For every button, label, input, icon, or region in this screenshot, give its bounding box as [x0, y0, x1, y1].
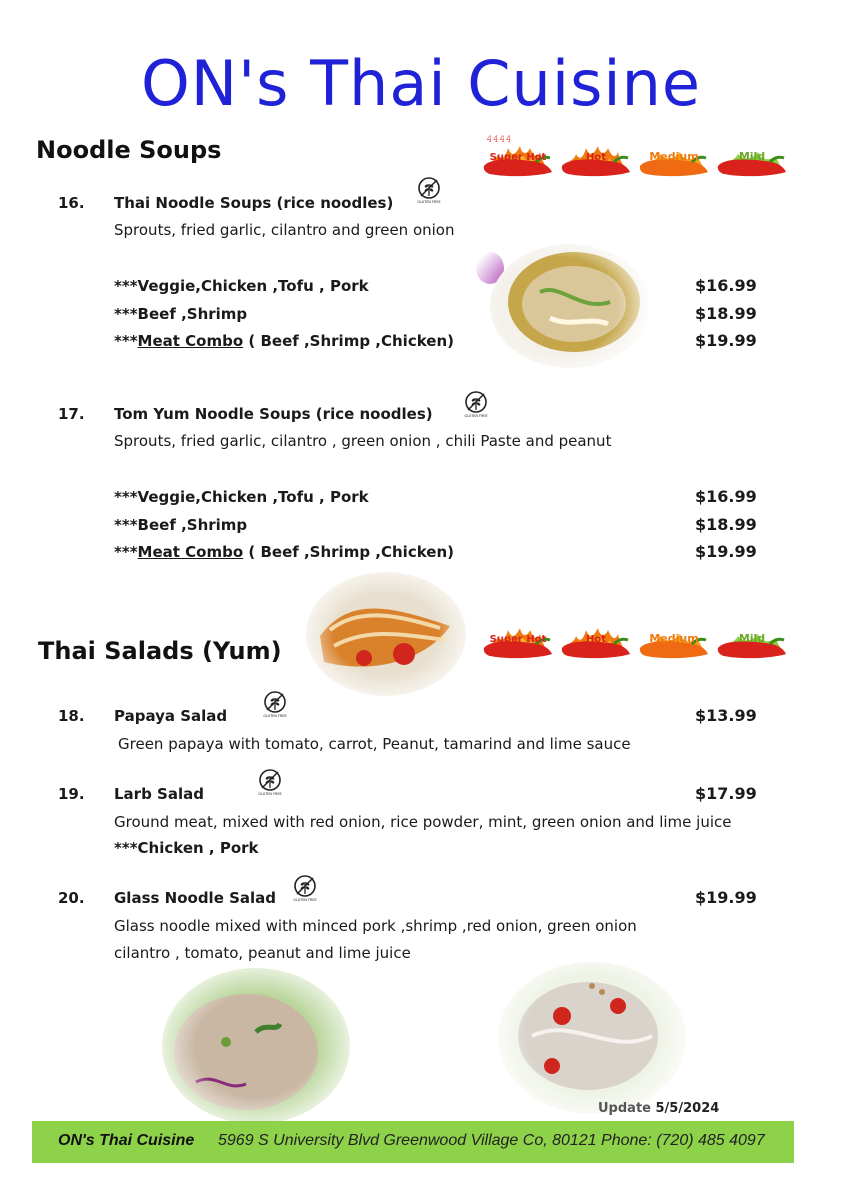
price: $19.99	[695, 542, 757, 561]
noodle-soup-photo	[470, 232, 648, 380]
glass-noodle-salad-photo	[492, 946, 692, 1122]
price: $16.99	[695, 487, 757, 506]
larb-salad-photo	[156, 962, 356, 1130]
spice-label-medium: Medium	[649, 150, 699, 163]
mild-pepper-icon	[714, 610, 790, 670]
item-description: Sprouts, fried garlic, cilantro and green onion	[114, 221, 455, 239]
svg-text:𝟺𝟺𝟺𝟺: 𝟺𝟺𝟺𝟺	[486, 134, 512, 145]
item-number: 20.	[58, 889, 85, 907]
price: $18.99	[695, 515, 757, 534]
gluten-free-icon	[291, 874, 319, 902]
footer-address: 5969 S University Blvd Greenwood Village Co, 80121 Phone: (720) 485 4097	[218, 1132, 765, 1149]
item-number: 16.	[58, 194, 85, 212]
option-line: ***Meat Combo ( Beef ,Shrimp ,Chicken)	[114, 543, 454, 561]
medium-pepper-icon	[636, 610, 712, 670]
super-hot-pepper-icon	[480, 610, 556, 670]
item-name-tom-yum-noodle-soups: Tom Yum Noodle Soups (rice noodles)	[114, 405, 433, 423]
option-line: ***Veggie,Chicken ,Tofu , Pork	[114, 488, 369, 506]
super-hot-pepper-icon	[480, 128, 556, 188]
price: $16.99	[695, 276, 757, 295]
item-number: 18.	[58, 707, 85, 725]
section-title-noodle-soups: Noodle Soups	[36, 136, 222, 164]
item-number: 17.	[58, 405, 85, 423]
option-line: ***Chicken , Pork	[114, 839, 259, 857]
mild-pepper-icon	[714, 128, 790, 188]
option-line: ***Beef ,Shrimp	[114, 305, 248, 323]
option-line: ***Meat Combo ( Beef ,Shrimp ,Chicken)	[114, 332, 454, 350]
gluten-free-icon	[256, 768, 284, 796]
update-date: Update 5/5/2024	[598, 1101, 720, 1116]
spice-label-super-hot: Super Hot	[489, 634, 547, 645]
spice-label-super-hot: Super Hot	[489, 152, 547, 163]
price: $18.99	[695, 304, 757, 323]
item-description: Green papaya with tomato, carrot, Peanut, tamarind and lime sauce	[118, 735, 631, 753]
item-description: Glass noodle mixed with minced pork ,shrimp ,red onion, green onion	[114, 917, 637, 935]
item-description: cilantro , tomato, peanut and lime juice	[114, 944, 411, 962]
item-name-larb-salad: Larb Salad	[114, 785, 204, 803]
item-description: Ground meat, mixed with red onion, rice powder, mint, green onion and lime juice	[114, 813, 732, 831]
spice-label-hot: Hot	[585, 152, 607, 163]
hot-pepper-icon	[558, 610, 634, 670]
hot-pepper-icon	[558, 128, 634, 188]
medium-pepper-icon	[636, 128, 712, 188]
footer-restaurant-name: ON's Thai Cuisine	[58, 1132, 195, 1149]
item-name-glass-noodle-salad: Glass Noodle Salad	[114, 889, 277, 907]
gluten-free-icon	[261, 690, 289, 718]
gluten-free-icon	[462, 390, 490, 418]
option-line: ***Beef ,Shrimp	[114, 516, 248, 534]
price: $19.99	[695, 331, 757, 350]
section-title-thai-salads: Thai Salads (Yum)	[38, 637, 282, 665]
item-number: 19.	[58, 785, 85, 803]
price: $13.99	[695, 706, 757, 725]
spice-label-mild: Mild	[738, 632, 766, 645]
item-name-papaya-salad: Papaya Salad	[114, 707, 228, 725]
spice-label-mild: Mild	[738, 150, 766, 163]
gluten-free-icon	[415, 176, 443, 204]
item-name-thai-noodle-soups: Thai Noodle Soups (rice noodles)	[114, 194, 394, 212]
restaurant-title: ON's Thai Cuisine	[140, 47, 702, 120]
spice-label-hot: Hot	[585, 634, 607, 645]
option-line: ***Veggie,Chicken ,Tofu , Pork	[114, 277, 369, 295]
price: $19.99	[695, 888, 757, 907]
price: $17.99	[695, 784, 757, 803]
papaya-salad-photo	[300, 566, 472, 702]
item-description: Sprouts, fried garlic, cilantro , green onion , chili Paste and peanut	[114, 432, 612, 450]
spice-label-medium: Medium	[649, 632, 699, 645]
